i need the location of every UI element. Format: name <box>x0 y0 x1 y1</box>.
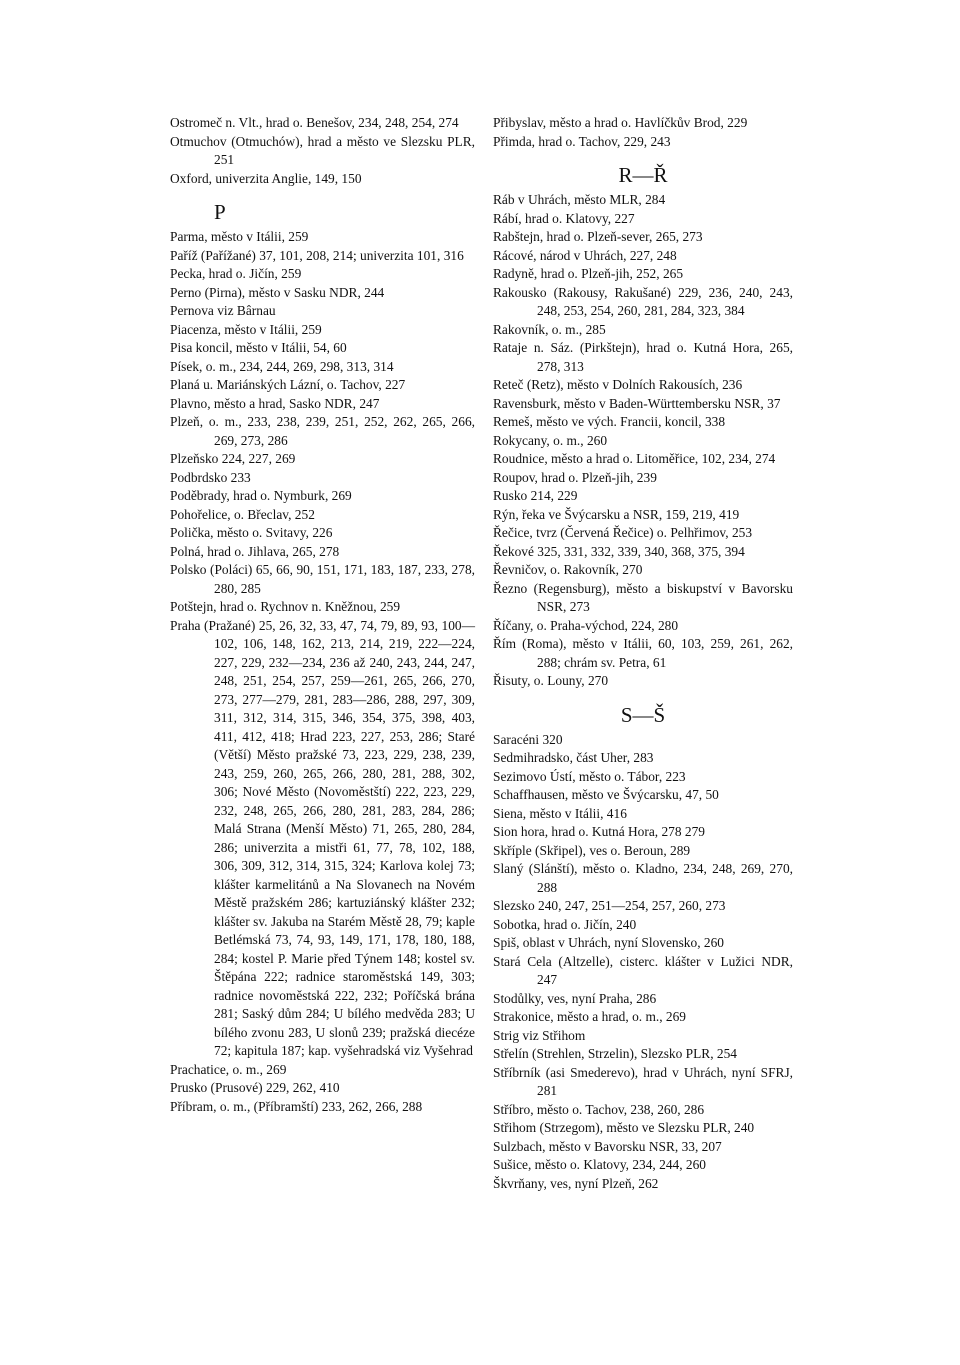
index-entry: Sion hora, hrad o. Kutná Hora, 278 279 <box>493 824 705 839</box>
index-entry: Řečice, tvrz (Červená Řečice) o. Pelhřimov, 253 <box>493 525 753 540</box>
index-entry: Pohořelice, o. Břeclav, 252 <box>170 506 315 522</box>
index-entry: Rakovník, o. m., 285 <box>493 321 606 337</box>
index-entry: Planá u. Mariánských Lázní, o. Tachov, 227 <box>170 377 406 392</box>
index-entry: Prusko (Prusové) 229, 262, 410 <box>170 1080 340 1095</box>
index-entry: Ráb v Uhrách, město MLR, 284 <box>493 192 666 207</box>
index-entry: Pernova viz Bârnau <box>170 303 276 318</box>
index-entry: Ravensburk, město v Baden-Württembersku NSR, 37 <box>493 395 781 411</box>
index-entry: Pisa koncil, město v Itálii, 54, 60 <box>170 340 347 355</box>
index-entry: Polsko (Poláci) 65, 66, 90, 151, 171, 183, 187, 233, 278, 280, 285 <box>170 562 475 596</box>
index-entry: Rusko 214, 229 <box>493 488 578 503</box>
index-entry: Stodůlky, ves, nyní Praha, 286 <box>493 990 657 1006</box>
section-letter-heading: S—Š <box>620 702 666 727</box>
index-entry: Polná, hrad o. Jihlava, 265, 278 <box>170 543 340 559</box>
index-entry: Řím (Roma), město v Itálii, 60, 103, 259, 261, 262, 288; chrám sv. Petra, 61 <box>493 636 793 670</box>
index-entry: Rácové, národ v Uhrách, 227, 248 <box>493 247 677 263</box>
index-entry: Remeš, město ve vých. Francii, koncil, 338 <box>493 414 726 429</box>
index-entry: Stříbro, město o. Tachov, 238, 260, 286 <box>493 1101 705 1117</box>
index-entry: Schaffhausen, město ve Švýcarsku, 47, 50 <box>493 787 719 802</box>
index-entry: Rokycany, o. m., 260 <box>493 432 608 448</box>
index-entry: Paříž (Pařížané) 37, 101, 208, 214; univerzita 101, 316 <box>170 247 464 263</box>
index-entry: Stříbrník (asi Smederevo), hrad v Uhrách, nyní SFRJ, 281 <box>493 1064 793 1098</box>
index-entry: Plavno, město a hrad, Sasko NDR, 247 <box>170 395 380 411</box>
index-entry: Písek, o. m., 234, 244, 269, 298, 313, 314 <box>170 358 394 374</box>
left-column <box>170 114 475 1116</box>
index-entry: Sezimovo Ústí, město o. Tábor, 223 <box>493 768 686 784</box>
index-entry: Reteč (Retz), město v Dolních Rakousích, 236 <box>493 377 743 392</box>
index-entry: Říčany, o. Praha-východ, 224, 280 <box>493 617 679 633</box>
index-entry: Skříple (Skřipel), ves o. Beroun, 289 <box>493 842 691 858</box>
index-entry: Přimda, hrad o. Tachov, 229, 243 <box>493 133 671 149</box>
index-entry: Plzeň, o. m., 233, 238, 239, 251, 252, 262, 265, 266, 269, 273, 286 <box>170 414 475 448</box>
index-entry: Střihom (Strzegom), město ve Slezsku PLR, 240 <box>493 1120 755 1135</box>
index-entry: Podbrdsko 233 <box>170 469 251 485</box>
index-entry: Ostromeč n. Vlt., hrad o. Benešov, 234, 248, 254, 274 <box>170 115 459 130</box>
index-entry: Roudnice, město a hrad o. Litoměřice, 102, 234, 274 <box>493 451 776 466</box>
section-letter-heading: P <box>214 200 226 224</box>
index-entry: Střelín (Strehlen, Strzelin), Slezsko PLR, 254 <box>493 1046 737 1061</box>
index-entry: Řisuty, o. Louny, 270 <box>493 673 609 688</box>
index-entry: Oxford, univerzita Anglie, 149, 150 <box>170 170 362 186</box>
index-entry: Saracéni 320 <box>493 731 563 747</box>
index-entry: Otmuchov (Otmuchów), hrad a město ve Slezsku PLR, 251 <box>170 133 475 167</box>
index-entry: Roupov, hrad o. Plzeň-jih, 239 <box>493 469 657 485</box>
index-entry: Řevničov, o. Rakovník, 270 <box>493 562 643 577</box>
index-entry: Škvrňany, ves, nyní Plzeň, 262 <box>493 1175 659 1191</box>
index-entry: Spiš, oblast v Uhrách, nyní Slovensko, 260 <box>493 935 724 950</box>
index-entry: Rakousko (Rakousy, Rakušané) 229, 236, 240, 243, 248, 253, 254, 260, 281, 284, 323, 384 <box>493 284 793 318</box>
index-entry: Prachatice, o. m., 269 <box>170 1061 287 1077</box>
index-entry: Slezsko 240, 247, 251—254, 257, 260, 273 <box>493 898 726 913</box>
index-entry: Rabštejn, hrad o. Plzeň-sever, 265, 273 <box>493 229 703 244</box>
index-entry: Piacenza, město v Itálii, 259 <box>170 321 322 337</box>
index-entry: Sobotka, hrad o. Jičín, 240 <box>493 916 637 932</box>
index-entry: Stará Cela (Altzelle), cisterc. klášter v Lužici NDR, 247 <box>493 953 793 987</box>
index-entry: Perno (Pirna), město v Sasku NDR, 244 <box>170 284 385 300</box>
index-entry: Slaný (Slánští), město o. Kladno, 234, 248, 269, 270, 288 <box>493 861 793 895</box>
index-entry: Příbram, o. m., (Příbramští) 233, 262, 266, 288 <box>170 1098 423 1114</box>
index-entry: Potštejn, hrad o. Rychnov n. Kněžnou, 259 <box>170 599 401 614</box>
index-entry: Poděbrady, hrad o. Nymburk, 269 <box>170 488 352 503</box>
index-entry: Pecka, hrad o. Jičín, 259 <box>170 266 302 281</box>
index-entry: Plzeňsko 224, 227, 269 <box>170 451 296 466</box>
index-entry: Řekové 325, 331, 332, 339, 340, 368, 375, 394 <box>493 543 745 559</box>
section-letter-heading: R—Ř <box>618 163 668 187</box>
index-entry: Sulzbach, město v Bavorsku NSR, 33, 207 <box>493 1138 722 1154</box>
index-entry: Řezno (Regensburg), město a biskupství v Bavorsku NSR, 273 <box>493 580 793 614</box>
index-entry: Přibyslav, město a hrad o. Havlíčkův Brod, 229 <box>493 115 748 130</box>
index-entry: Praha (Pražané) 25, 26, 32, 33, 47, 74, 79, 89, 93, 100—102, 106, 148, 162, 213, 214, 219, 222—224, 227, 229, 232—234, 236 až 240, 243, 244, 247, 248, 251, 254, 257, 259—261, 265, 266, 270, 273, 277—279, 281, 283—286, 288, 297, 309, 311, 312, 314, 315, 346, 354, 375, 398, 403, 411, 412, 418; Hrad 223, 227, 253, 286; Staré (Větší) Město pražské 73, 223, 229, 238, 239, 243, 259, 260, 265, 266, 280, 281, 288, 302, 306; Nové Město (Novoměstští) 222, 223, 229, 232, 248, 265, 266, 280, 281, 283, 284, 286; Malá Strana (Menší Město) 71, 265, 280, 284, 286; univerzita a mistři 61, 77, 78, 102, 188, 306, 309, 312, 314, 315, 324; Karlova kolej 73; klášter karmelitánů a Na Slovanech na Novém Městě pražském 286; kartuziánský klášter 232; klášter sv. Jakuba na Starém Městě 28, 79; kaple Betlémská 73, 74, 93, 149, 171, 178, 180, 188, 284; kostel P. Marie před Týnem 148; kostel sv. Štěpána 222; radnice staroměstská 149, 303; radnice novoměstská 222, 232; Poříčská brána 281; Saský dům 284; U bílého medvěda 283; U bílého zvonu 283, U slonů 239; pražská diecéze 72; kapitula 187; kap. vyšehradská viz Vyšehrad <box>170 617 475 1058</box>
index-entry: Sedmihradsko, část Uher, 283 <box>493 750 654 765</box>
index-entry: Sušice, město o. Klatovy, 234, 244, 260 <box>493 1157 706 1172</box>
index-entry: Strakonice, město a hrad, o. m., 269 <box>493 1009 687 1024</box>
index-entry: Rýn, řeka ve Švýcarsku a NSR, 159, 219, 419 <box>493 506 740 522</box>
index-entry: Rataje n. Sáz. (Pirkštejn), hrad o. Kutná Hora, 265, 278, 313 <box>493 340 793 374</box>
right-column <box>493 114 793 1193</box>
index-entry: Siena, město v Itálii, 416 <box>493 805 627 821</box>
index-entry: Rábí, hrad o. Klatovy, 227 <box>493 210 635 226</box>
index-entry: Parma, město v Itálii, 259 <box>170 229 309 244</box>
index-entry: Radyně, hrad o. Plzeň-jih, 252, 265 <box>493 266 684 281</box>
index-entry: Polička, město o. Svitavy, 226 <box>170 525 333 540</box>
index-entry: Strig viz Střihom <box>493 1027 586 1043</box>
